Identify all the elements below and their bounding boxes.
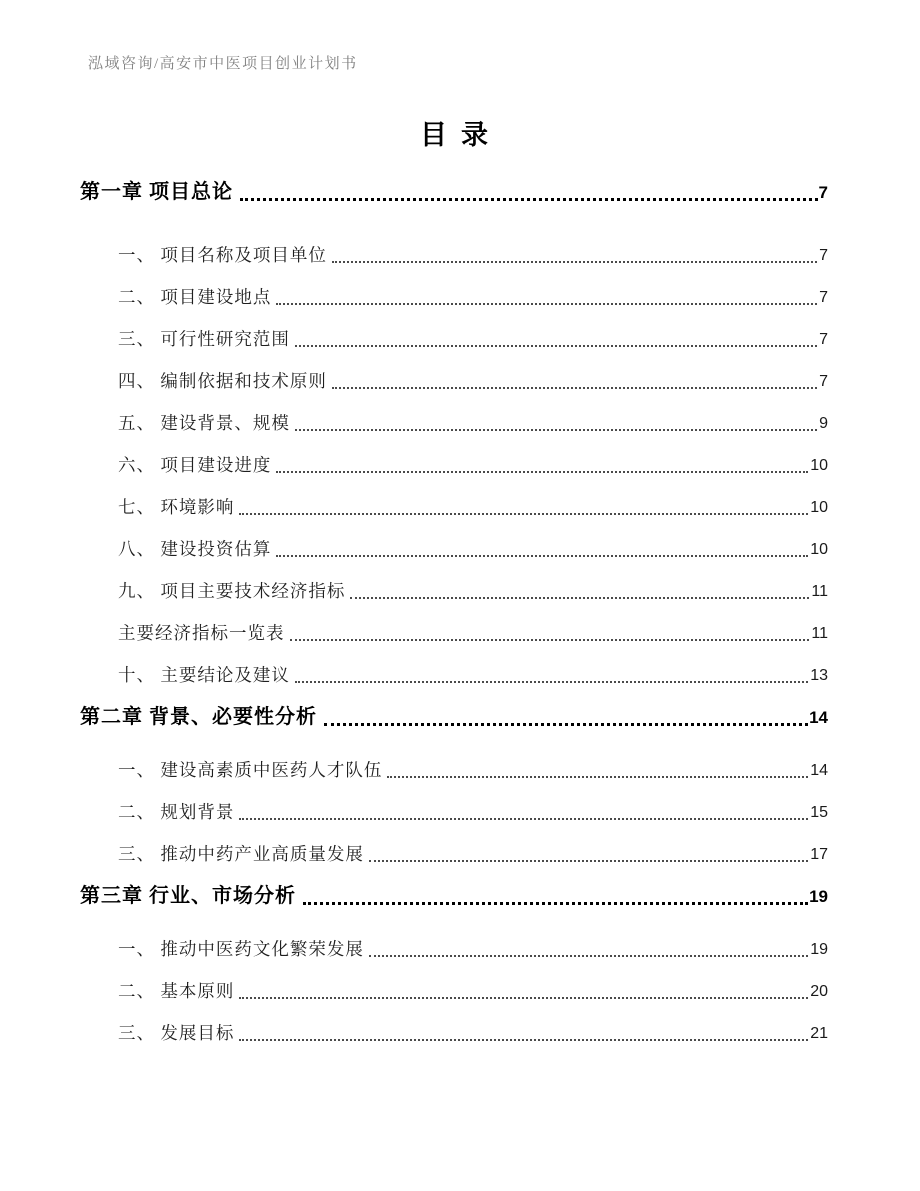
toc-entry-page: 20 <box>810 983 828 1000</box>
toc-entry-label: 二、 规划背景 <box>118 802 235 822</box>
toc-entry-page: 9 <box>819 415 828 432</box>
dot-leader <box>239 997 808 999</box>
toc-entry-label: 一、 项目名称及项目单位 <box>118 245 327 265</box>
toc-entry[interactable] <box>118 800 828 825</box>
dot-leader <box>324 723 808 726</box>
toc-entry-page: 10 <box>810 541 828 558</box>
toc-entry-page: 14 <box>809 708 828 727</box>
toc-entry[interactable] <box>80 705 828 730</box>
toc-entry[interactable] <box>118 579 828 604</box>
dot-leader <box>239 818 808 820</box>
toc-entry[interactable] <box>118 937 828 962</box>
dot-leader <box>295 429 817 431</box>
toc-entry-page: 15 <box>810 804 828 821</box>
toc-entry-page: 21 <box>810 1025 828 1042</box>
toc-entry-page: 19 <box>809 887 828 906</box>
dot-leader <box>387 776 808 778</box>
toc-entry-label: 七、 环境影响 <box>118 497 235 517</box>
toc-entry-page: 19 <box>810 941 828 958</box>
dot-leader <box>295 681 808 683</box>
toc-entry[interactable] <box>118 979 828 1004</box>
toc-entry-page: 7 <box>819 289 828 306</box>
toc-entry[interactable] <box>118 369 828 394</box>
toc-entry-label: 一、 推动中医药文化繁荣发展 <box>118 939 364 959</box>
toc-entry-page: 10 <box>810 499 828 516</box>
toc-entry-label: 三、 推动中药产业高质量发展 <box>118 844 364 864</box>
toc-entry[interactable] <box>118 495 828 520</box>
toc-entry-page: 7 <box>818 183 828 202</box>
toc-entry[interactable] <box>118 1021 828 1046</box>
toc-entry[interactable] <box>80 180 828 205</box>
dot-leader <box>276 303 817 305</box>
dot-leader <box>332 261 817 263</box>
toc-entry-page: 7 <box>819 247 828 264</box>
dot-leader <box>276 555 808 557</box>
toc-entry-page: 7 <box>819 373 828 390</box>
toc-entry-label: 二、 基本原则 <box>118 981 235 1001</box>
toc-entry-label: 第二章 背景、必要性分析 <box>80 706 317 728</box>
toc-entry[interactable] <box>118 453 828 478</box>
toc-entry-page: 10 <box>810 457 828 474</box>
toc-entry[interactable] <box>118 285 828 310</box>
toc-entry[interactable] <box>118 758 828 783</box>
toc-entry[interactable] <box>118 327 828 352</box>
toc-title: 目录 <box>420 120 502 150</box>
dot-leader <box>290 639 810 641</box>
dot-leader <box>276 471 808 473</box>
toc-entry-label: 三、 可行性研究范围 <box>118 329 290 349</box>
toc-entry-label: 三、 发展目标 <box>118 1023 235 1043</box>
document-header <box>88 52 358 73</box>
dot-leader <box>303 902 808 905</box>
toc-entry-label: 五、 建设背景、规模 <box>118 413 290 433</box>
toc-entry-page: 13 <box>810 667 828 684</box>
toc-entry-page: 14 <box>810 762 828 779</box>
dot-leader <box>239 1039 808 1041</box>
toc-entry[interactable] <box>118 537 828 562</box>
toc-entry-label: 主要经济指标一览表 <box>118 623 285 643</box>
toc-entry[interactable] <box>118 243 828 268</box>
toc-entry[interactable] <box>118 621 828 646</box>
toc-entry-label: 第三章 行业、市场分析 <box>80 885 296 907</box>
toc-entry[interactable] <box>118 411 828 436</box>
toc-entry-label: 六、 项目建设进度 <box>118 455 272 475</box>
toc-entry-label: 第一章 项目总论 <box>80 181 233 203</box>
toc-entry-page: 7 <box>819 331 828 348</box>
toc-entry-label: 八、 建设投资估算 <box>118 539 272 559</box>
dot-leader <box>332 387 817 389</box>
dot-leader <box>240 198 818 201</box>
toc-entry-label: 十、 主要结论及建议 <box>118 665 290 685</box>
toc-entry-label: 九、 项目主要技术经济指标 <box>118 581 346 601</box>
toc-entry-page: 11 <box>811 583 828 600</box>
dot-leader <box>350 597 809 599</box>
toc-entry-label: 一、 建设高素质中医药人才队伍 <box>118 760 383 780</box>
toc-list <box>80 180 828 1063</box>
document-header-label: 泓域咨询/高安市中医项目创业计划书 <box>88 56 358 72</box>
toc-entry[interactable] <box>118 842 828 867</box>
toc-entry[interactable] <box>118 663 828 688</box>
dot-leader <box>369 860 808 862</box>
toc-entry-label: 二、 项目建设地点 <box>118 287 272 307</box>
toc-entry-page: 11 <box>811 625 828 642</box>
dot-leader <box>295 345 817 347</box>
toc-entry-page: 17 <box>810 846 828 863</box>
toc-entry-label: 四、 编制依据和技术原则 <box>118 371 327 391</box>
dot-leader <box>239 513 808 515</box>
dot-leader <box>369 955 808 957</box>
toc-entry[interactable] <box>80 884 828 909</box>
